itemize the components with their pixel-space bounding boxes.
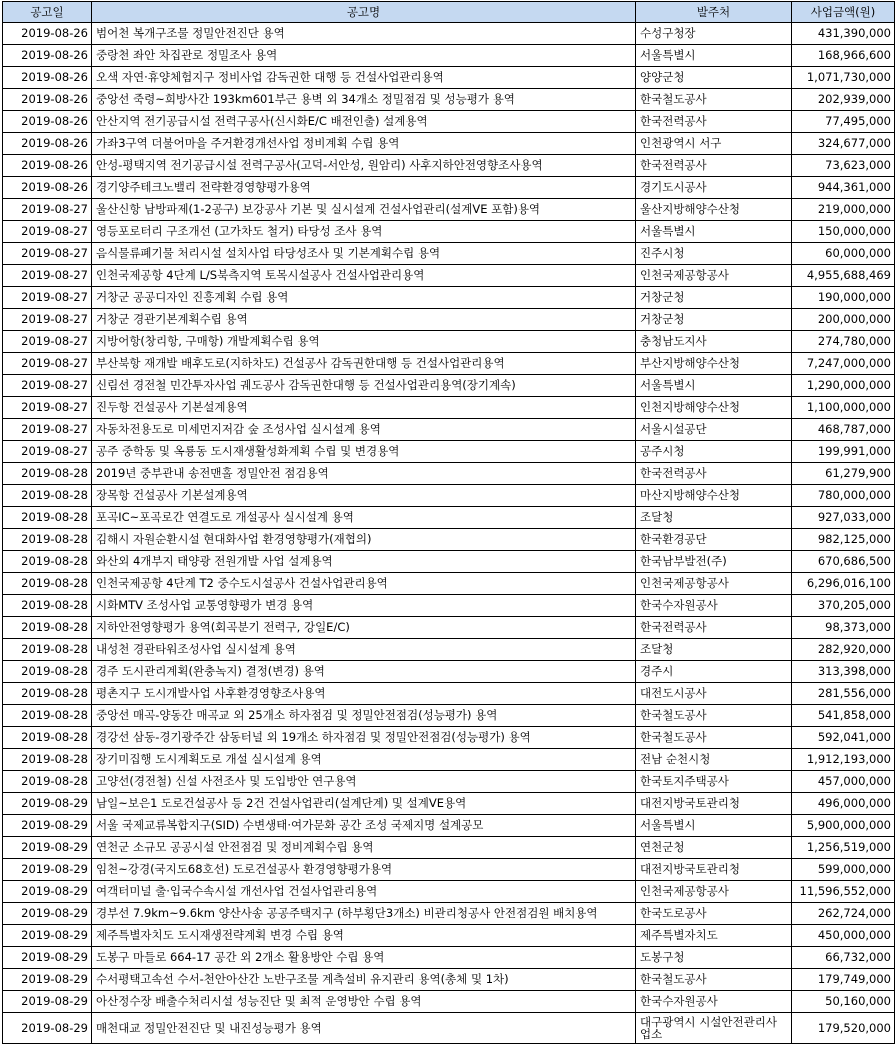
cell-amount[interactable]: 61,279,900 [792, 463, 895, 485]
cell-amount[interactable]: 1,912,193,000 [792, 749, 895, 771]
cell-amount[interactable]: 1,100,000,000 [792, 397, 895, 419]
cell-orderer[interactable]: 서울특별시 [636, 375, 792, 397]
table-row[interactable] [3, 617, 895, 639]
cell-title[interactable]: 고양선(경전철) 신설 사전조사 및 도입방안 연구용역 [92, 771, 636, 793]
cell-date[interactable]: 2019-08-26 [3, 67, 92, 89]
cell-amount[interactable]: 450,000,000 [792, 925, 895, 947]
cell-amount[interactable]: 431,390,000 [792, 23, 895, 45]
cell-date[interactable]: 2019-08-28 [3, 727, 92, 749]
cell-amount[interactable]: 541,858,000 [792, 705, 895, 727]
cell-orderer[interactable]: 조달청 [636, 507, 792, 529]
cell-date[interactable]: 2019-08-28 [3, 617, 92, 639]
cell-amount[interactable]: 670,686,500 [792, 551, 895, 573]
cell-orderer[interactable]: 부산지방해양수산청 [636, 353, 792, 375]
cell-amount[interactable]: 202,939,000 [792, 89, 895, 111]
table-row[interactable] [3, 23, 895, 45]
cell-orderer[interactable]: 거창군청 [636, 309, 792, 331]
cell-orderer[interactable]: 한국전력공사 [636, 155, 792, 177]
cell-amount[interactable]: 98,373,000 [792, 617, 895, 639]
cell-date[interactable]: 2019-08-29 [3, 881, 92, 903]
cell-title[interactable]: 와산외 4개부지 태양광 전원개발 사업 설계용역 [92, 551, 636, 573]
cell-date[interactable]: 2019-08-26 [3, 133, 92, 155]
cell-title[interactable]: 연천군 소규모 공공시설 안전점검 및 정비계획수립 용역 [92, 837, 636, 859]
cell-orderer[interactable]: 한국토지주택공사 [636, 771, 792, 793]
cell-amount[interactable]: 219,000,000 [792, 199, 895, 221]
cell-date[interactable]: 2019-08-28 [3, 595, 92, 617]
cell-orderer[interactable]: 한국환경공단 [636, 529, 792, 551]
cell-title[interactable]: 중랑천 좌안 차집관로 정밀조사 용역 [92, 45, 636, 67]
cell-date[interactable]: 2019-08-29 [3, 903, 92, 925]
cell-orderer[interactable]: 서울특별시 [636, 815, 792, 837]
cell-orderer[interactable]: 진주시청 [636, 243, 792, 265]
cell-orderer[interactable]: 연천군청 [636, 837, 792, 859]
cell-title[interactable]: 경부선 7.9km~9.6km 양산사송 공공주택지구 (하부횡단3개소) 비관리청공사 안전점검원 배치용역 [92, 903, 636, 925]
table-row[interactable] [3, 309, 895, 331]
table-row[interactable] [3, 925, 895, 947]
cell-amount[interactable]: 457,000,000 [792, 771, 895, 793]
cell-orderer[interactable]: 한국철도공사 [636, 705, 792, 727]
cell-title[interactable]: 제주특별자치도 도시재생전략계획 변경 수립 용역 [92, 925, 636, 947]
table-row[interactable] [3, 397, 895, 419]
header-amount[interactable]: 사업금액(원) [792, 2, 895, 23]
table-row[interactable] [3, 793, 895, 815]
table-row[interactable] [3, 859, 895, 881]
cell-amount[interactable]: 370,205,000 [792, 595, 895, 617]
cell-orderer[interactable]: 인천국제공항공사 [636, 573, 792, 595]
cell-title[interactable]: 부산북항 재개발 배후도로(지하차도) 건설공사 감독권한대행 등 건설사업관리용역 [92, 353, 636, 375]
cell-title[interactable]: 지하안전영향평가 용역(회곡분기 전력구, 강일E/C) [92, 617, 636, 639]
table-row[interactable] [3, 727, 895, 749]
cell-title[interactable]: 여객터미널 출·입국수속시설 개선사업 건설사업관리용역 [92, 881, 636, 903]
cell-date[interactable]: 2019-08-28 [3, 463, 92, 485]
cell-amount[interactable]: 927,033,000 [792, 507, 895, 529]
cell-orderer[interactable]: 한국수자원공사 [636, 595, 792, 617]
cell-orderer[interactable]: 한국전력공사 [636, 617, 792, 639]
cell-orderer[interactable]: 양양군청 [636, 67, 792, 89]
cell-amount[interactable]: 496,000,000 [792, 793, 895, 815]
cell-amount[interactable]: 179,520,000 [792, 1013, 895, 1044]
cell-date[interactable]: 2019-08-26 [3, 155, 92, 177]
cell-orderer[interactable]: 인천국제공항공사 [636, 881, 792, 903]
cell-title[interactable]: 범어천 복개구조물 정밀안전진단 용역 [92, 23, 636, 45]
cell-orderer[interactable]: 울산지방해양수산청 [636, 199, 792, 221]
cell-title[interactable]: 경기양주테크노밸리 전략환경영향평가용역 [92, 177, 636, 199]
cell-title[interactable]: 중앙선 죽령~희방사간 193km601부근 용벽 외 34개소 정밀점검 및 성능평가 용역 [92, 89, 636, 111]
cell-orderer[interactable]: 한국남부발전(주) [636, 551, 792, 573]
cell-orderer[interactable]: 인천지방해양수산청 [636, 397, 792, 419]
table-row[interactable] [3, 705, 895, 727]
table-row[interactable] [3, 177, 895, 199]
cell-title[interactable]: 울산신항 남방파제(1-2공구) 보강공사 기본 및 실시설계 건설사업관리(설계VE 포함)용역 [92, 199, 636, 221]
cell-date[interactable]: 2019-08-27 [3, 199, 92, 221]
cell-amount[interactable]: 4,955,688,469 [792, 265, 895, 287]
header-date[interactable]: 공고일 [3, 2, 92, 23]
cell-title[interactable]: 남일~보은1 도로건설공사 등 2건 건설사업관리(설계단계) 및 설계VE용역 [92, 793, 636, 815]
cell-title[interactable]: 아산정수장 배출수처리시설 성능진단 및 최적 운영방안 수립 용역 [92, 991, 636, 1013]
cell-orderer[interactable]: 한국도로공사 [636, 903, 792, 925]
cell-title[interactable]: 경주 도시관리계획(완충녹지) 결정(변경) 용역 [92, 661, 636, 683]
cell-orderer[interactable]: 서울특별시 [636, 221, 792, 243]
cell-amount[interactable]: 324,677,000 [792, 133, 895, 155]
table-row[interactable] [3, 463, 895, 485]
cell-orderer[interactable]: 한국전력공사 [636, 463, 792, 485]
cell-date[interactable]: 2019-08-26 [3, 89, 92, 111]
cell-title[interactable]: 내성천 경관타워조성사업 실시설계 용역 [92, 639, 636, 661]
cell-date[interactable]: 2019-08-27 [3, 331, 92, 353]
cell-title[interactable]: 중앙선 매곡-양동간 매곡교 외 25개소 하자점검 및 정밀안전점검(성능평가) 용역 [92, 705, 636, 727]
table-row[interactable] [3, 507, 895, 529]
cell-date[interactable]: 2019-08-29 [3, 1013, 92, 1044]
cell-amount[interactable]: 944,361,000 [792, 177, 895, 199]
cell-amount[interactable]: 1,256,519,000 [792, 837, 895, 859]
cell-orderer[interactable]: 대전지방국토관리청 [636, 859, 792, 881]
table-row[interactable] [3, 441, 895, 463]
header-row [3, 2, 895, 23]
table-row[interactable] [3, 969, 895, 991]
table-row[interactable] [3, 375, 895, 397]
cell-title[interactable]: 수서평택고속선 수서-천안아산간 노반구조물 계측설비 유지관리 용역(총체 및 1차) [92, 969, 636, 991]
table-row[interactable] [3, 815, 895, 837]
cell-orderer[interactable]: 한국전력공사 [636, 111, 792, 133]
cell-amount[interactable]: 262,724,000 [792, 903, 895, 925]
cell-date[interactable]: 2019-08-28 [3, 573, 92, 595]
cell-title[interactable]: 거창군 공공디자인 진흥계획 수립 용역 [92, 287, 636, 309]
cell-amount[interactable]: 282,920,000 [792, 639, 895, 661]
cell-title[interactable]: 안산지역 전기공급시설 전력구공사(신시화E/C 배전인출) 설계용역 [92, 111, 636, 133]
cell-title[interactable]: 지방어항(창리항, 구매항) 개발계획수립 용역 [92, 331, 636, 353]
cell-amount[interactable]: 179,749,000 [792, 969, 895, 991]
cell-amount[interactable]: 274,780,000 [792, 331, 895, 353]
cell-date[interactable]: 2019-08-27 [3, 309, 92, 331]
cell-title[interactable]: 포곡IC~포곡로간 연결도로 개설공사 실시설계 용역 [92, 507, 636, 529]
table-row[interactable] [3, 551, 895, 573]
cell-amount[interactable]: 313,398,000 [792, 661, 895, 683]
cell-orderer[interactable]: 대구광역시 시설안전관리사업소 [636, 1013, 792, 1044]
cell-title[interactable]: 오색 자연·휴양체험지구 정비사업 감독권한 대행 등 건설사업관리용역 [92, 67, 636, 89]
cell-orderer[interactable]: 전남 순천시청 [636, 749, 792, 771]
table-row[interactable] [3, 243, 895, 265]
cell-title[interactable]: 음식물류폐기물 처리시설 설치사업 타당성조사 및 기본계획수립 용역 [92, 243, 636, 265]
cell-amount[interactable]: 190,000,000 [792, 287, 895, 309]
cell-amount[interactable]: 199,991,000 [792, 441, 895, 463]
cell-amount[interactable]: 73,623,000 [792, 155, 895, 177]
cell-title[interactable]: 거창군 경관기본계획수립 용역 [92, 309, 636, 331]
header-title[interactable]: 공고명 [92, 2, 636, 23]
cell-title[interactable]: 인천국제공항 4단계 T2 중수도시설공사 건설사업관리용역 [92, 573, 636, 595]
cell-date[interactable]: 2019-08-26 [3, 23, 92, 45]
cell-date[interactable]: 2019-08-28 [3, 661, 92, 683]
cell-date[interactable]: 2019-08-27 [3, 353, 92, 375]
table-row[interactable] [3, 991, 895, 1013]
cell-amount[interactable]: 150,000,000 [792, 221, 895, 243]
cell-title[interactable]: 신림선 경전철 민간투자사업 궤도공사 감독권한대행 등 건설사업관리용역(장기계속) [92, 375, 636, 397]
cell-date[interactable]: 2019-08-27 [3, 221, 92, 243]
table-row[interactable] [3, 199, 895, 221]
table-row[interactable] [3, 287, 895, 309]
cell-amount[interactable]: 468,787,000 [792, 419, 895, 441]
table-row[interactable] [3, 1013, 895, 1044]
cell-title[interactable]: 장목항 건설공사 기본설계용역 [92, 485, 636, 507]
cell-title[interactable]: 시화MTV 조성사업 교통영향평가 변경 용역 [92, 595, 636, 617]
cell-orderer[interactable]: 경기도시공사 [636, 177, 792, 199]
table-row[interactable] [3, 45, 895, 67]
cell-amount[interactable]: 60,000,000 [792, 243, 895, 265]
cell-date[interactable]: 2019-08-26 [3, 177, 92, 199]
table-row[interactable] [3, 595, 895, 617]
cell-title[interactable]: 가좌3구역 더불어마을 주거환경개선사업 정비계획 수립 용역 [92, 133, 636, 155]
table-row[interactable] [3, 573, 895, 595]
cell-orderer[interactable]: 거창군청 [636, 287, 792, 309]
cell-title[interactable]: 경강선 삼동-경기광주간 삼동터널 외 19개소 하자점검 및 정밀안전점검(성능평가) 용역 [92, 727, 636, 749]
cell-date[interactable]: 2019-08-27 [3, 265, 92, 287]
cell-date[interactable]: 2019-08-27 [3, 397, 92, 419]
cell-title[interactable]: 자동차전용도로 미세먼지저감 숲 조성사업 실시설계 용역 [92, 419, 636, 441]
table-row[interactable] [3, 67, 895, 89]
cell-orderer[interactable]: 충청남도지사 [636, 331, 792, 353]
cell-date[interactable]: 2019-08-29 [3, 837, 92, 859]
cell-orderer[interactable]: 마산지방해양수산청 [636, 485, 792, 507]
header-orderer[interactable]: 발주처 [636, 2, 792, 23]
cell-orderer[interactable]: 인천광역시 서구 [636, 133, 792, 155]
cell-date[interactable]: 2019-08-29 [3, 793, 92, 815]
cell-date[interactable]: 2019-08-26 [3, 45, 92, 67]
cell-orderer[interactable]: 도봉구청 [636, 947, 792, 969]
cell-date[interactable]: 2019-08-27 [3, 419, 92, 441]
cell-date[interactable]: 2019-08-28 [3, 749, 92, 771]
table-row[interactable] [3, 639, 895, 661]
cell-amount[interactable]: 50,160,000 [792, 991, 895, 1013]
cell-amount[interactable]: 982,125,000 [792, 529, 895, 551]
table-row[interactable] [3, 221, 895, 243]
cell-date[interactable]: 2019-08-28 [3, 683, 92, 705]
cell-orderer[interactable]: 대전도시공사 [636, 683, 792, 705]
table-row[interactable] [3, 661, 895, 683]
cell-title[interactable]: 서울 국제교류복합지구(SID) 수변생태·여가문화 공간 조성 국제지명 설계공모 [92, 815, 636, 837]
table-row[interactable] [3, 155, 895, 177]
table-row[interactable] [3, 111, 895, 133]
table-row[interactable] [3, 89, 895, 111]
cell-orderer[interactable]: 수성구청장 [636, 23, 792, 45]
cell-orderer[interactable]: 한국철도공사 [636, 89, 792, 111]
cell-date[interactable]: 2019-08-28 [3, 551, 92, 573]
cell-title[interactable]: 임천~강경(국지도68호선) 도로건설공사 환경영향평가용역 [92, 859, 636, 881]
cell-amount[interactable]: 592,041,000 [792, 727, 895, 749]
cell-title[interactable]: 도봉구 마들로 664-17 공간 외 2개소 활용방안 수립 용역 [92, 947, 636, 969]
cell-orderer[interactable]: 조달청 [636, 639, 792, 661]
table-row[interactable] [3, 353, 895, 375]
cell-date[interactable]: 2019-08-26 [3, 111, 92, 133]
cell-amount[interactable]: 780,000,000 [792, 485, 895, 507]
cell-date[interactable]: 2019-08-28 [3, 485, 92, 507]
cell-date[interactable]: 2019-08-27 [3, 243, 92, 265]
table-row[interactable] [3, 485, 895, 507]
cell-date[interactable]: 2019-08-28 [3, 507, 92, 529]
bid-notice-table [2, 1, 895, 1044]
cell-orderer[interactable]: 공주시청 [636, 441, 792, 463]
cell-title[interactable]: 영등포로터리 구조개선 (고가차도 철거) 타당성 조사 용역 [92, 221, 636, 243]
cell-amount[interactable]: 281,556,000 [792, 683, 895, 705]
cell-orderer[interactable]: 대전지방국토관리청 [636, 793, 792, 815]
cell-title[interactable]: 장기미집행 도시계획도로 개설 실시설계 용역 [92, 749, 636, 771]
cell-title[interactable]: 안성-평택지역 전기공급시설 전력구공사(고덕-서안성, 원암리) 사후지하안전영향조사용역 [92, 155, 636, 177]
cell-amount[interactable]: 11,596,552,000 [792, 881, 895, 903]
table-row[interactable] [3, 683, 895, 705]
cell-date[interactable]: 2019-08-29 [3, 947, 92, 969]
cell-date[interactable]: 2019-08-29 [3, 859, 92, 881]
cell-orderer[interactable]: 한국철도공사 [636, 727, 792, 749]
cell-date[interactable]: 2019-08-27 [3, 287, 92, 309]
cell-amount[interactable]: 599,000,000 [792, 859, 895, 881]
cell-date[interactable]: 2019-08-29 [3, 969, 92, 991]
cell-amount[interactable]: 1,290,000,000 [792, 375, 895, 397]
table-row[interactable] [3, 837, 895, 859]
cell-orderer[interactable]: 제주특별자치도 [636, 925, 792, 947]
table-row[interactable] [3, 947, 895, 969]
cell-amount[interactable]: 1,071,730,000 [792, 67, 895, 89]
cell-amount[interactable]: 168,966,600 [792, 45, 895, 67]
cell-amount[interactable]: 66,732,000 [792, 947, 895, 969]
cell-orderer[interactable]: 서울시설공단 [636, 419, 792, 441]
table-row[interactable] [3, 881, 895, 903]
cell-orderer[interactable]: 경주시 [636, 661, 792, 683]
table-row[interactable] [3, 419, 895, 441]
cell-title[interactable]: 매천대교 정밀안전진단 및 내진성능평가 용역 [92, 1013, 636, 1044]
cell-amount[interactable]: 5,900,000,000 [792, 815, 895, 837]
cell-date[interactable]: 2019-08-28 [3, 705, 92, 727]
cell-title[interactable]: 2019년 중부관내 송전맨홀 정밀안전 점검용역 [92, 463, 636, 485]
cell-orderer[interactable]: 한국수자원공사 [636, 991, 792, 1013]
cell-title[interactable]: 김해시 자원순환시설 현대화사업 환경영향평가(재협의) [92, 529, 636, 551]
cell-title[interactable]: 평촌지구 도시개발사업 사후환경영향조사용역 [92, 683, 636, 705]
cell-orderer[interactable]: 인천국제공항공사 [636, 265, 792, 287]
cell-amount[interactable]: 6,296,016,100 [792, 573, 895, 595]
table-row[interactable] [3, 903, 895, 925]
cell-date[interactable]: 2019-08-28 [3, 529, 92, 551]
table-row[interactable] [3, 331, 895, 353]
cell-title[interactable]: 공주 중학동 및 옥룡동 도시재생활성화계획 수립 및 변경용역 [92, 441, 636, 463]
cell-date[interactable]: 2019-08-29 [3, 925, 92, 947]
table-row[interactable] [3, 749, 895, 771]
cell-title[interactable]: 인천국제공항 4단계 L/S북측지역 토목시설공사 건설사업관리용역 [92, 265, 636, 287]
cell-date[interactable]: 2019-08-29 [3, 991, 92, 1013]
table-row[interactable] [3, 771, 895, 793]
cell-amount[interactable]: 77,495,000 [792, 111, 895, 133]
table-row[interactable] [3, 529, 895, 551]
cell-amount[interactable]: 7,247,000,000 [792, 353, 895, 375]
cell-date[interactable]: 2019-08-29 [3, 815, 92, 837]
cell-orderer[interactable]: 한국철도공사 [636, 969, 792, 991]
table-row[interactable] [3, 265, 895, 287]
cell-amount[interactable]: 200,000,000 [792, 309, 895, 331]
cell-date[interactable]: 2019-08-27 [3, 375, 92, 397]
cell-date[interactable]: 2019-08-27 [3, 441, 92, 463]
cell-date[interactable]: 2019-08-28 [3, 639, 92, 661]
cell-orderer[interactable]: 서울특별시 [636, 45, 792, 67]
table-row[interactable] [3, 133, 895, 155]
cell-title[interactable]: 진두항 건설공사 기본설계용역 [92, 397, 636, 419]
cell-date[interactable]: 2019-08-28 [3, 771, 92, 793]
